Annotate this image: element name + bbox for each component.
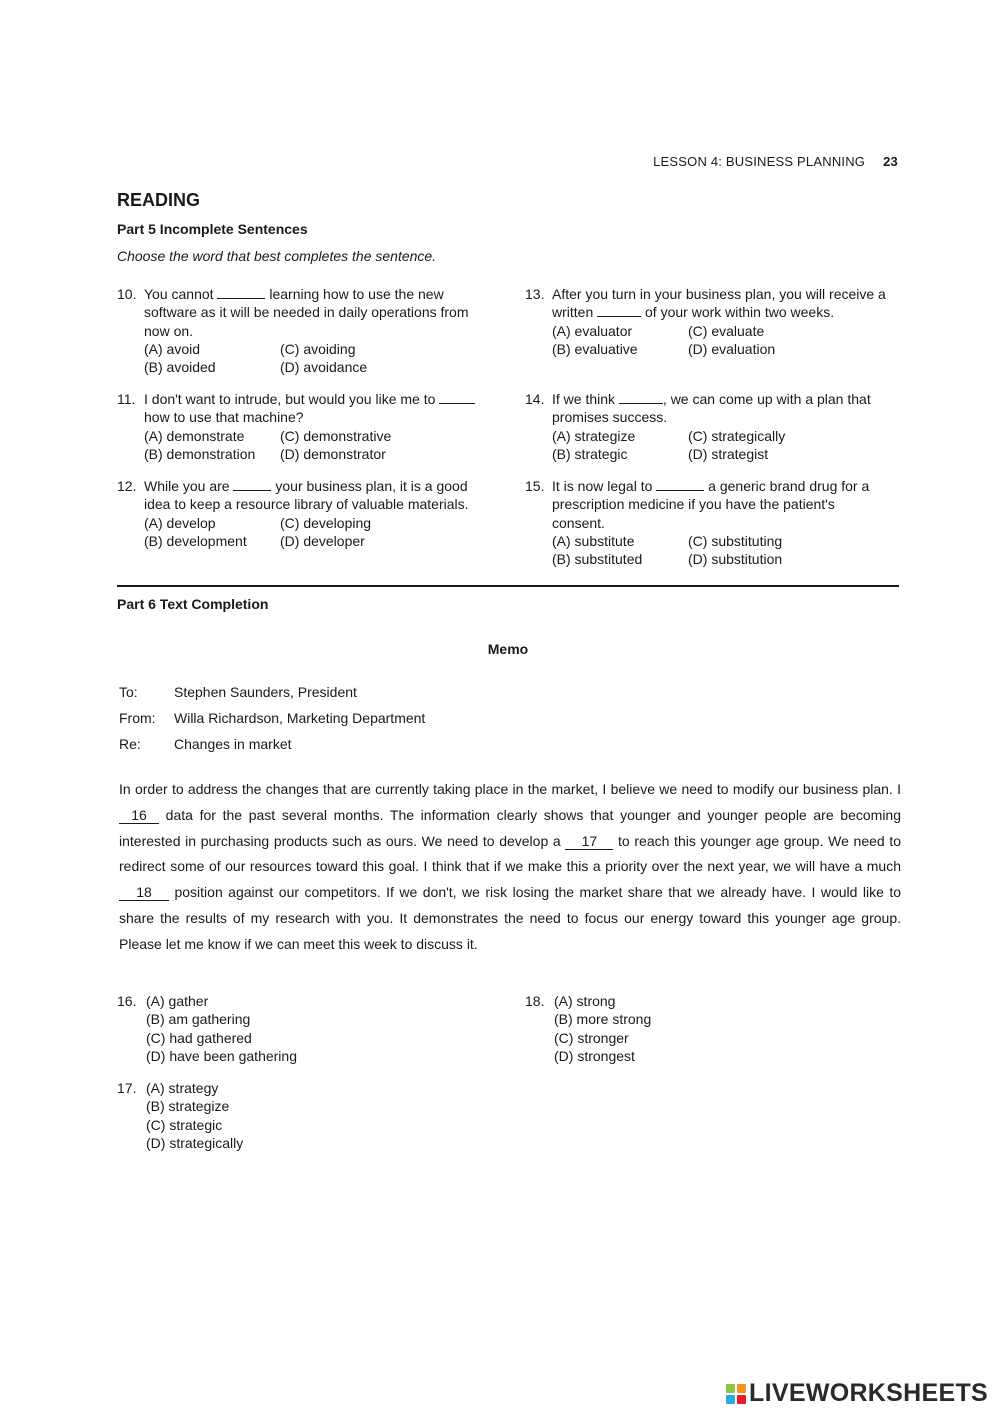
memo-text: position against our competitors. If we don't, we risk losing the market share that we already have. I would like to share the results of my research with you. It demonstrates the need to focus our energy toward this younger age group. Please let me know if we can meet this week to discuss it. bbox=[119, 884, 902, 952]
question-number: 18. bbox=[525, 993, 545, 1009]
memo-from-row bbox=[119, 710, 425, 726]
question-text: a generic brand drug for a prescription medicine if you have the patient's consent. bbox=[552, 478, 870, 531]
option-d: (D) strategist bbox=[688, 445, 769, 462]
brand-name: LIVEWORKSHEETS bbox=[749, 1379, 988, 1407]
section-divider bbox=[117, 585, 899, 587]
option-d: (D) developer bbox=[280, 532, 365, 549]
answer-group-18 bbox=[525, 992, 825, 1065]
blank-18[interactable]: 18 bbox=[119, 884, 169, 901]
question-number: 17. bbox=[117, 1080, 137, 1096]
option-a: (A) evaluator bbox=[552, 322, 633, 339]
question-text: It is now legal to bbox=[552, 478, 653, 494]
question-15 bbox=[525, 477, 890, 568]
memo-text: In order to address the changes that are currently taking place in the market, I believe we need to modify our business plan. I bbox=[119, 781, 901, 797]
memo-from-label: From: bbox=[119, 710, 156, 726]
question-text: I don't want to intrude, but would you like me to bbox=[144, 391, 436, 407]
memo-text: data for the past several months. The information clearly shows that younger and younger people are becoming interested in purchasing products such as ours. We need to develop a bbox=[119, 806, 901, 849]
option-a: (A) demonstrate bbox=[144, 427, 245, 444]
answer-group-17 bbox=[117, 1079, 417, 1152]
memo-body bbox=[119, 777, 901, 958]
running-header bbox=[560, 154, 898, 169]
answer-blank[interactable] bbox=[597, 304, 641, 317]
page-number: 23 bbox=[883, 154, 898, 169]
question-12 bbox=[117, 477, 482, 550]
question-number: 10. bbox=[117, 286, 137, 302]
question-number: 13. bbox=[525, 286, 545, 302]
option-a: (A) develop bbox=[144, 514, 216, 531]
question-text: If we think bbox=[552, 391, 616, 407]
option-c: (C) avoiding bbox=[280, 340, 356, 357]
option-c: (C) substituting bbox=[688, 532, 783, 549]
question-11 bbox=[117, 390, 482, 463]
option-b: (B) demonstration bbox=[144, 445, 256, 462]
blank-16[interactable]: 16 bbox=[119, 807, 159, 824]
option-d: (D) have been gathering bbox=[146, 1047, 297, 1064]
option-d: (D) substitution bbox=[688, 551, 783, 568]
question-14 bbox=[525, 390, 903, 463]
option-a: (A) gather bbox=[146, 993, 209, 1009]
question-number: 14. bbox=[525, 391, 545, 407]
option-d: (D) strategically bbox=[146, 1134, 244, 1151]
option-c: (C) demonstrative bbox=[280, 427, 392, 444]
question-text: how to use that machine? bbox=[144, 409, 304, 426]
option-d: (D) demonstrator bbox=[280, 445, 386, 462]
option-d: (D) evaluation bbox=[688, 340, 776, 357]
option-a: (A) strategize bbox=[552, 427, 636, 444]
option-c: (C) strategically bbox=[688, 427, 786, 444]
option-c: (C) had gathered bbox=[146, 1029, 252, 1046]
liveworksheets-logo-icon bbox=[726, 1384, 746, 1404]
option-d: (D) avoidance bbox=[280, 359, 368, 376]
lesson-title: LESSON 4: BUSINESS PLANNING bbox=[653, 154, 866, 169]
reading-heading: READING bbox=[117, 190, 201, 210]
option-b: (B) avoided bbox=[144, 359, 216, 376]
memo-re-label: Re: bbox=[119, 736, 141, 752]
option-b: (B) development bbox=[144, 532, 247, 549]
option-c: (C) evaluate bbox=[688, 322, 765, 339]
question-13 bbox=[525, 285, 890, 358]
answer-group-16 bbox=[117, 992, 417, 1065]
option-c: (C) stronger bbox=[554, 1029, 629, 1046]
option-a: (A) avoid bbox=[144, 340, 201, 357]
question-number: 15. bbox=[525, 478, 545, 494]
option-b: (B) strategize bbox=[146, 1098, 230, 1115]
option-b: (B) strategic bbox=[552, 445, 628, 462]
liveworksheets-logo bbox=[726, 1379, 988, 1408]
answer-blank[interactable] bbox=[233, 478, 271, 491]
question-text: your business plan, it is a good idea to keep a resource library of valuable materials. bbox=[144, 478, 469, 513]
answer-blank[interactable] bbox=[217, 286, 265, 299]
blank-17[interactable]: 17 bbox=[565, 833, 613, 850]
question-number: 12. bbox=[117, 478, 137, 494]
question-text: After you turn in your business plan, you will receive a written bbox=[552, 286, 886, 321]
option-a: (A) strong bbox=[554, 993, 616, 1009]
memo-text: to reach this younger age group. We need to redirect some of our resources toward this goal. I think that if we make this a priority over the next year, we will have a much bbox=[119, 832, 902, 875]
memo-from-value: Willa Richardson, Marketing Department bbox=[174, 710, 426, 726]
memo-to-value: Stephen Saunders, President bbox=[174, 684, 357, 700]
option-a: (A) substitute bbox=[552, 532, 635, 549]
question-text: You cannot bbox=[144, 286, 214, 302]
question-number: 16. bbox=[117, 993, 137, 1009]
option-b: (B) more strong bbox=[554, 1011, 652, 1028]
question-10 bbox=[117, 285, 482, 376]
question-number: 11. bbox=[117, 391, 136, 407]
option-d: (D) strongest bbox=[554, 1047, 635, 1064]
answer-blank[interactable] bbox=[439, 391, 475, 404]
part5-instructions: Choose the word that best completes the sentence. bbox=[117, 248, 437, 264]
option-b: (B) substituted bbox=[552, 551, 643, 568]
question-text: , we can come up with a plan that promises success. bbox=[552, 391, 871, 426]
memo-title: Memo bbox=[487, 641, 529, 657]
option-c: (C) developing bbox=[280, 514, 372, 531]
answer-blank[interactable] bbox=[656, 478, 704, 491]
part6-heading: Part 6 Text Completion bbox=[117, 596, 269, 612]
memo-re-row bbox=[119, 736, 292, 752]
question-text: learning how to use the new software as it will be needed in daily operations from now on. bbox=[144, 286, 469, 339]
memo-to-row bbox=[119, 684, 357, 700]
answer-blank[interactable] bbox=[619, 391, 663, 404]
option-b: (B) am gathering bbox=[146, 1011, 251, 1028]
part5-heading: Part 5 Incomplete Sentences bbox=[117, 221, 308, 237]
option-c: (C) strategic bbox=[146, 1116, 223, 1133]
question-text: of your work within two weeks. bbox=[645, 304, 835, 321]
option-b: (B) evaluative bbox=[552, 340, 638, 357]
memo-re-value: Changes in market bbox=[174, 736, 292, 752]
memo-to-label: To: bbox=[119, 684, 138, 700]
option-a: (A) strategy bbox=[146, 1080, 219, 1096]
question-text: While you are bbox=[144, 478, 230, 494]
